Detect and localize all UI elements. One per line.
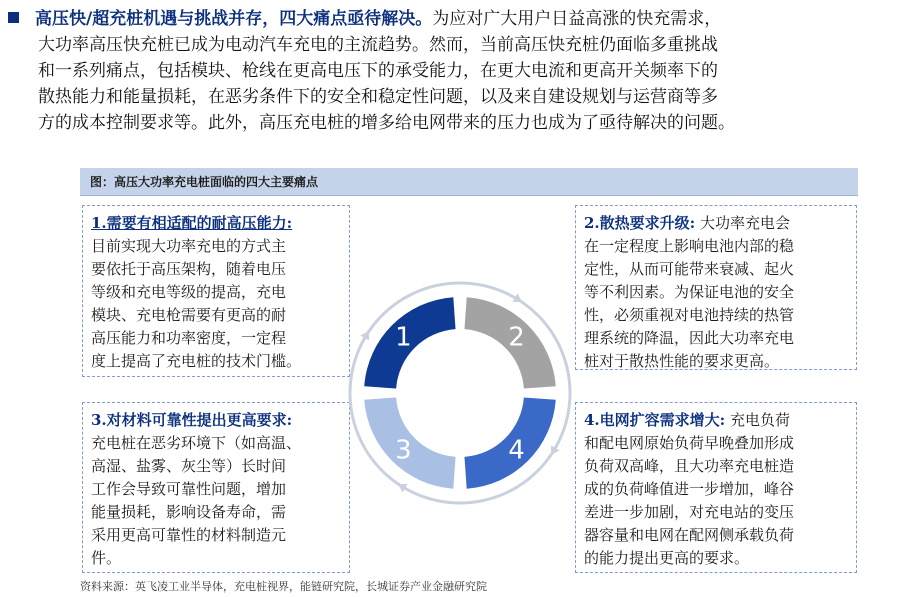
box-line: 成的负荷峰值进一步增加，峰谷 <box>584 480 795 498</box>
box-line: 在一定程度上影响电池内部的稳 <box>584 237 795 255</box>
box-line: 能量损耗，影响设备寿命，需 <box>91 503 287 521</box>
box-line: 大功率充电会 <box>699 214 790 232</box>
pain-point-box-2 <box>575 205 857 370</box>
pain-point-box-3 <box>82 402 350 573</box>
intro-line: 方的成本控制要求等。此外，高压充电桩的增多给电网带来的压力也成为了亟待解决的问题。 <box>38 113 735 133</box>
box-title: 2.散热要求升级: <box>584 214 696 232</box>
source-note: 资料来源：英飞凌工业半导体，充电桩视界，能链研究院，长城证券产业金融研究院 <box>80 580 487 593</box>
box-title: 3.对材料可靠性提出更高要求: <box>91 411 293 429</box>
box-line: 和配电网原始负荷早晚叠加形成 <box>584 434 795 452</box>
ring-segment-label: 1 <box>395 322 412 353</box>
intro-line: 大功率高压快充桩已成为电动汽车充电的主流趋势。然而，当前高压快充桩仍面临多重挑战 <box>38 35 718 55</box>
cycle-ring-diagram <box>340 273 580 513</box>
box-line: 理系统的降温，因此大功率充电 <box>584 329 795 347</box>
box-line: 件。 <box>91 549 122 567</box>
intro-lead: 高压快/超充桩机遇与挑战并存，四大痛点亟待解决。 <box>35 9 433 29</box>
box-line: 的能力提出更高的要求。 <box>584 549 750 567</box>
box-line: 工作会导致可靠性问题，增加 <box>91 480 287 498</box>
box-line: 桩对于散热性能的要求更高。 <box>584 352 780 370</box>
box-line: 等级和充电等级的提高，充电 <box>91 283 287 301</box>
box-line: 定性，从而可能带来衰减、起火 <box>584 260 795 278</box>
box-line: 性，必须重视对电池持续的热管 <box>584 306 795 324</box>
pain-point-box-4 <box>575 402 857 573</box>
cycle-arrow-icon <box>350 283 570 503</box>
box-line: 度上提高了充电桩的技术门槛。 <box>91 352 302 370</box>
ring-segment-label: 2 <box>508 322 525 353</box>
box-line: 模块、充电枪需要有更高的耐 <box>91 306 287 324</box>
ring-segment-label: 4 <box>508 435 525 466</box>
box-line: 充电桩在恶劣环境下（如高温、 <box>91 434 302 452</box>
box-line: 充电负荷 <box>729 411 790 429</box>
box-line: 差进一步加剧，对充电站的变压 <box>584 503 795 521</box>
box-line: 高压能力和功率密度，一定程 <box>91 329 287 347</box>
intro-paragraph <box>8 6 913 136</box>
box-line: 目前实现大功率充电的方式主 <box>91 237 287 255</box>
box-title: 1.需要有相适配的耐高压能力: <box>91 214 293 232</box>
box-line: 等不利因素。为保证电池的安全 <box>584 283 795 301</box>
box-line: 器容量和电网在配网侧承载负荷 <box>584 526 795 544</box>
box-title: 4.电网扩容需求增大: <box>584 411 726 429</box>
box-line: 负荷双高峰，且大功率充电桩造 <box>584 457 795 475</box>
intro-line: 散热能力和能量损耗，在恶劣条件下的安全和稳定性问题，以及来自建设规划与运营商等多 <box>38 87 718 107</box>
square-bullet-icon <box>8 12 19 23</box>
box-line: 高湿、盐雾、灰尘等）长时间 <box>91 457 287 475</box>
intro-line: 和一系列痛点，包括模块、枪线在更高电压下的承受能力，在更大电流和更高开关频率下的 <box>38 61 718 81</box>
figure-title: 图：高压大功率充电桩面临的四大主要痛点 <box>80 168 858 196</box>
box-line: 要依托于高压架构，随着电压 <box>91 260 287 278</box>
cycle-ring-svg <box>340 273 580 513</box>
ring-segment-label: 3 <box>395 435 412 466</box>
intro-line: 为应对广大用户日益高涨的快充需求， <box>432 9 722 29</box>
pain-point-box-1 <box>82 205 350 377</box>
box-line: 采用更高可靠性的材料制造元 <box>91 526 287 544</box>
